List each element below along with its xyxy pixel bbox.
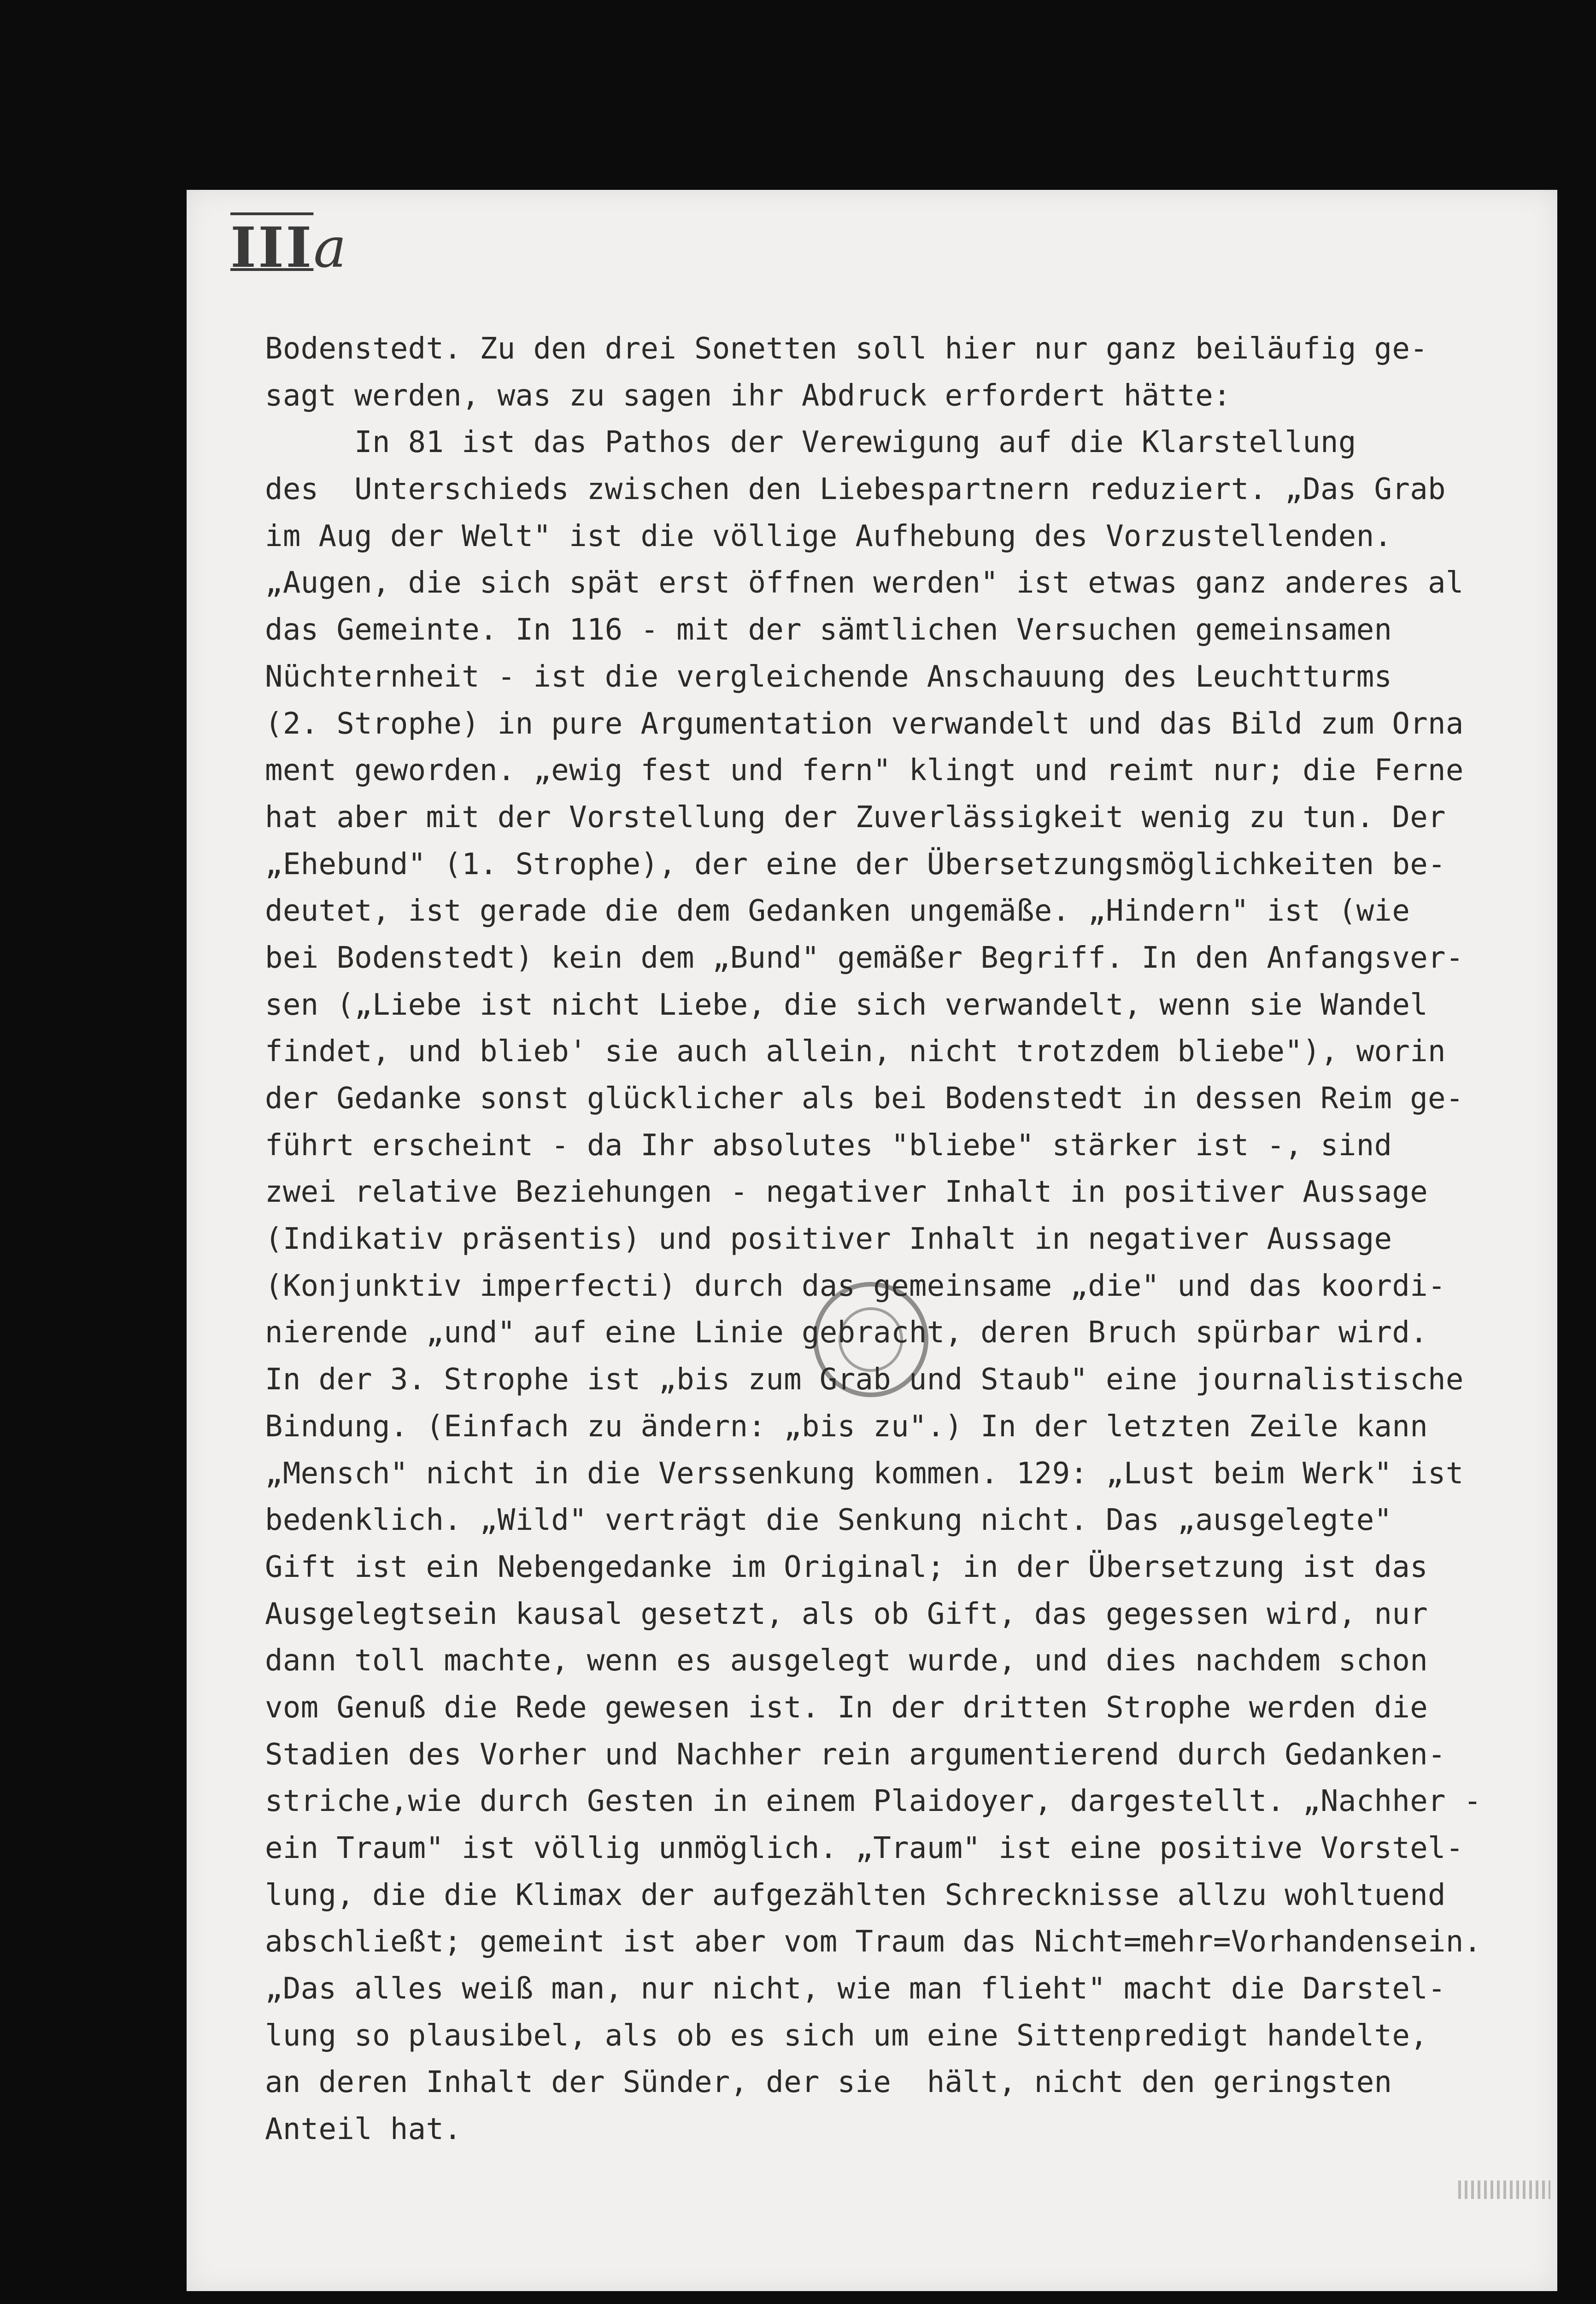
text-line: bei Bodenstedt) kein dem „Bund" gemäßer Begriff. In den Anfangsver- — [265, 940, 1464, 975]
text-line: zwei relative Beziehungen - negativer Inhalt in positiver Aussage — [265, 1175, 1428, 1210]
typed-text-body — [265, 326, 1523, 2153]
document-page — [187, 190, 1557, 2291]
text-line: Ausgelegtsein kausal gesetzt, als ob Gift, das gegessen wird, nur — [265, 1597, 1428, 1631]
text-line: Stadien des Vorher und Nachher rein argumentierend durch Gedanken- — [265, 1737, 1446, 1772]
text-line: des Unterschieds zwischen den Liebespartnern reduziert. „Das Grab — [265, 472, 1446, 507]
text-line: „Mensch" nicht in die Verssenkung kommen. 129: „Lust beim Werk" ist — [265, 1456, 1464, 1491]
text-line: In der 3. Strophe ist „bis zum Grab und Staub" eine journalistische — [265, 1363, 1464, 1397]
page-mark-suffix: a — [313, 216, 348, 280]
text-line: der Gedanke sonst glücklicher als bei Bodenstedt in dessen Reim ge- — [265, 1081, 1464, 1116]
text-line: sagt werden, was zu sagen ihr Abdruck erfordert hätte: — [265, 378, 1231, 413]
text-line: nierende „und" auf eine Linie gebracht, deren Bruch spürbar wird. — [265, 1316, 1428, 1350]
text-line: lung, die die Klimax der aufgezählten Schrecknisse allzu wohltuend — [265, 1878, 1446, 1912]
text-line: vom Genuß die Rede gewesen ist. In der dritten Strophe werden die — [265, 1690, 1428, 1725]
text-line: (Indikativ präsentis) und positiver Inhalt in negativer Aussage — [265, 1222, 1392, 1257]
text-line: sen („Liebe ist nicht Liebe, die sich verwandelt, wenn sie Wandel — [265, 987, 1428, 1022]
text-line: „Augen, die sich spät erst öffnen werden" ist etwas ganz anderes al — [265, 566, 1464, 600]
text-line: ein Traum" ist völlig unmöglich. „Traum" ist eine positive Vorstel- — [265, 1831, 1464, 1865]
text-line: Anteil hat. — [265, 2112, 462, 2147]
text-line: „Das alles weiß man, nur nicht, wie man flieht" macht die Darstel- — [265, 1972, 1446, 2006]
text-line: an deren Inhalt der Sünder, der sie hält, nicht den geringsten — [265, 2065, 1392, 2100]
text-line: (Konjunktiv imperfecti) durch das gemeinsame „die" und das koordi- — [265, 1269, 1446, 1303]
text-line: Bindung. (Einfach zu ändern: „bis zu".) In der letzten Zeile kann — [265, 1409, 1428, 1444]
text-line: Nüchternheit - ist die vergleichende Anschauung des Leuchtturms — [265, 659, 1392, 694]
text-line: deutet, ist gerade die dem Gedanken ungemäße. „Hindern" ist (wie — [265, 894, 1410, 929]
text-line: Gift ist ein Nebengedanke im Original; in der Übersetzung ist das — [265, 1550, 1428, 1584]
scan-smudge — [1458, 2181, 1550, 2199]
text-line: findet, und blieb' sie auch allein, nicht trotzdem bliebe"), worin — [265, 1034, 1446, 1069]
text-line: „Ehebund" (1. Strophe), der eine der Übersetzungsmöglichkeiten be- — [265, 847, 1446, 882]
text-line: striche,wie durch Gesten in einem Plaidoyer, dargestellt. „Nachher - — [265, 1784, 1482, 1819]
text-line: Bodenstedt. Zu den drei Sonetten soll hier nur ganz beiläufig ge- — [265, 332, 1428, 366]
text-line: ment geworden. „ewig fest und fern" klingt und reimt nur; die Ferne — [265, 753, 1464, 788]
text-line: das Gemeinte. In 116 - mit der sämtlichen Versuchen gemeinsamen — [265, 613, 1392, 647]
text-line: bedenklich. „Wild" verträgt die Senkung nicht. Das „ausgelegte" — [265, 1503, 1392, 1538]
text-line: im Aug der Welt" ist die völlige Aufhebung des Vorzustellenden. — [265, 519, 1392, 553]
text-line: führt erscheint - da Ihr absolutes "bliebe" stärker ist -, sind — [265, 1128, 1392, 1163]
page-mark-roman: III — [230, 215, 314, 280]
text-line: (2. Strophe) in pure Argumentation verwandelt und das Bild zum Orna — [265, 706, 1464, 741]
handwritten-page-mark — [230, 215, 348, 280]
text-line: dann toll machte, wenn es ausgelegt wurde, und dies nachdem schon — [265, 1644, 1428, 1678]
text-line: lung so plausibel, als ob es sich um eine Sittenpredigt handelte, — [265, 2018, 1428, 2053]
text-line: hat aber mit der Vorstellung der Zuverlässigkeit wenig zu tun. Der — [265, 800, 1446, 835]
text-line: In 81 ist das Pathos der Verewigung auf die Klarstellung — [265, 425, 1356, 460]
text-line: abschließt; gemeint ist aber vom Traum das Nicht=mehr=Vorhandensein. — [265, 1925, 1482, 1959]
